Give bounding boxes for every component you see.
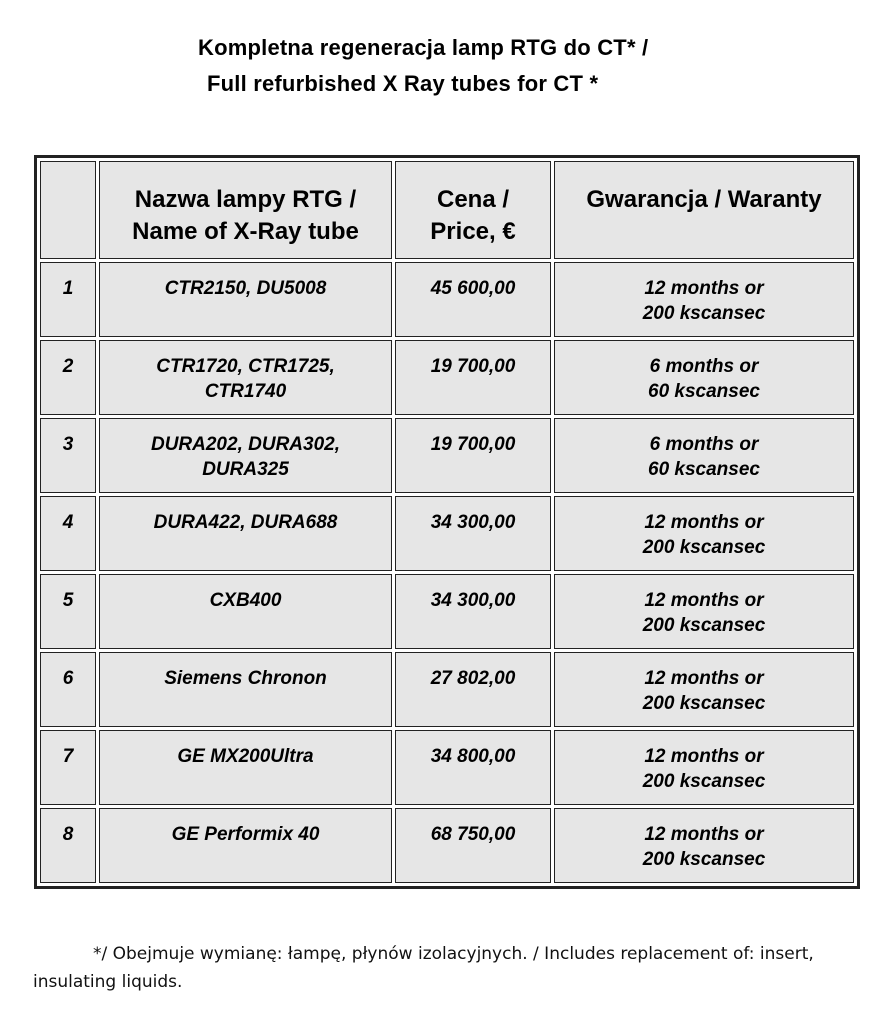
document-title-line-2: Full refurbished X Ray tubes for CT * — [207, 71, 599, 96]
table-row — [40, 418, 854, 493]
row-tube-name: DURA202, DURA302, DURA325 — [99, 418, 392, 493]
document-title-line-1: Kompletna regeneracja lamp RTG do CT* / — [198, 35, 649, 60]
row-number: 5 — [40, 574, 96, 649]
table-row — [40, 574, 854, 649]
row-price: 68 750,00 — [395, 808, 551, 883]
row-price: 34 300,00 — [395, 496, 551, 571]
row-number: 2 — [40, 340, 96, 415]
row-price: 34 800,00 — [395, 730, 551, 805]
row-warranty: 12 months or 200 kscansec — [554, 808, 854, 883]
table-row — [40, 808, 854, 883]
row-price: 34 300,00 — [395, 574, 551, 649]
header-price: Cena / Price, € — [395, 161, 551, 259]
table-row — [40, 652, 854, 727]
footnote: */ Obejmuje wymianę: łampę, płynów izolacyjnych. / Includes replacement of: insert, insulating liquids. — [33, 944, 814, 992]
row-tube-name: GE MX200Ultra — [99, 730, 392, 805]
row-tube-name: CXB400 — [99, 574, 392, 649]
row-warranty: 12 months or 200 kscansec — [554, 262, 854, 337]
row-price: 45 600,00 — [395, 262, 551, 337]
row-price: 27 802,00 — [395, 652, 551, 727]
row-number: 8 — [40, 808, 96, 883]
row-price: 19 700,00 — [395, 418, 551, 493]
row-number: 7 — [40, 730, 96, 805]
row-number: 3 — [40, 418, 96, 493]
row-price: 19 700,00 — [395, 340, 551, 415]
price-table — [34, 155, 860, 889]
row-warranty: 6 months or 60 kscansec — [554, 340, 854, 415]
row-number: 6 — [40, 652, 96, 727]
header-tube-name: Nazwa lampy RTG / Name of X-Ray tube — [99, 161, 392, 259]
header-warranty: Gwarancja / Waranty — [554, 161, 854, 259]
row-number: 1 — [40, 262, 96, 337]
table-row — [40, 496, 854, 571]
row-tube-name: GE Performix 40 — [99, 808, 392, 883]
row-tube-name: Siemens Chronon — [99, 652, 392, 727]
table-header-row — [40, 161, 854, 259]
row-tube-name: CTR2150, DU5008 — [99, 262, 392, 337]
row-number: 4 — [40, 496, 96, 571]
row-tube-name: DURA422, DURA688 — [99, 496, 392, 571]
row-warranty: 12 months or 200 kscansec — [554, 730, 854, 805]
header-number — [40, 161, 96, 259]
row-warranty: 12 months or 200 kscansec — [554, 574, 854, 649]
table-row — [40, 340, 854, 415]
row-warranty: 12 months or 200 kscansec — [554, 652, 854, 727]
table-row — [40, 730, 854, 805]
row-warranty: 12 months or 200 kscansec — [554, 496, 854, 571]
row-warranty: 6 months or 60 kscansec — [554, 418, 854, 493]
row-tube-name: CTR1720, CTR1725, CTR1740 — [99, 340, 392, 415]
table-row — [40, 262, 854, 337]
